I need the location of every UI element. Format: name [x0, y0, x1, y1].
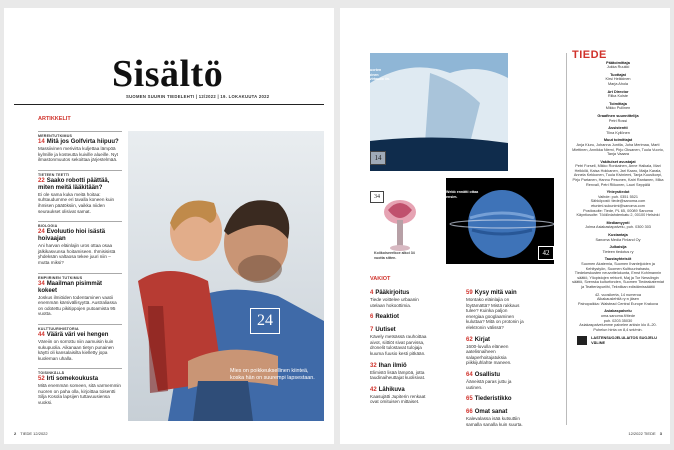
- column-divider: [566, 53, 567, 425]
- article-heading: [38, 376, 122, 383]
- masthead-role: Muut toimittajat: [603, 138, 633, 143]
- vakiot-item: [370, 314, 428, 321]
- masthead-role: Mediamyynti: [606, 220, 630, 225]
- vakiot-title: Tiederistikko: [474, 396, 512, 403]
- masthead-role: Vakituiset avustajat: [600, 159, 636, 164]
- masthead-block: [572, 61, 664, 70]
- vakiot-page-number: 65: [466, 396, 473, 403]
- vakiot-item: [466, 409, 524, 427]
- vakiot-column: [466, 290, 524, 433]
- vakiot-body: Kaasujätti Jupiterin renkaat ovat omituisen mittaiset.: [370, 393, 426, 405]
- vakiot-heading: [466, 396, 524, 403]
- vakiot-heading: [370, 314, 428, 321]
- vakiot-body: Elimistö lisää lämpöä, jotta taudinaiheuttajat kuolisivat.: [370, 369, 426, 381]
- vakiot-heading: [466, 337, 524, 344]
- vakiot-body: Ääneistä paras juttu ja uutinen.: [466, 378, 512, 390]
- masthead-block: [572, 233, 664, 242]
- article-body: Joskus ilmiöiden todentaminen vaatii enemmän kärsivällisyyttä. Australiassa on odotettu pikitippojen putoamista 95 vuotta.: [38, 294, 117, 317]
- article-page-number: 34: [38, 280, 45, 287]
- vakiot-body: Tiede voittelee urbaanin utelaan hokoottimia.: [370, 297, 419, 308]
- masthead-block: [572, 293, 664, 307]
- masthead-role: Päätoimittaja: [606, 60, 630, 65]
- vakiot-page-number: 59: [466, 290, 473, 296]
- article-heading: [38, 229, 122, 243]
- masthead-role: Taustayhteisöt: [604, 257, 632, 262]
- vakiot-heading: [370, 387, 428, 394]
- footer-right: [628, 431, 662, 436]
- vakiot-item: [466, 337, 524, 366]
- vakiot-title: Kirjat: [474, 336, 491, 343]
- masthead-role: Julkaisija: [609, 245, 627, 250]
- vakiot-title: Osallistu: [474, 371, 501, 378]
- masthead-names: 42. vuosikerta, 14 numeroa Aikakauslehtiä ry:n jäsen Painopaikka: Walstead Central Europe Krakova: [577, 292, 659, 306]
- jupiter-page-number: 42: [538, 246, 554, 260]
- vakiot-item: [466, 290, 524, 331]
- article-item: [38, 324, 122, 361]
- section-label-artikkelit: ARTIKKELIT: [38, 116, 71, 122]
- masthead-block: [572, 160, 664, 188]
- page-title: Sisältö: [112, 53, 224, 95]
- article-category: TOISINKÄLLÄ: [38, 368, 122, 375]
- pitch-drop-caption: Koiikoiseerikoe alkoi 34 vuotta sitten.: [374, 251, 415, 260]
- photo-page-number: 24: [250, 308, 280, 334]
- article-body: Ani harvan eläinlajin uros ottaa osaa jälkikasvunsa hoitamiseen. Ihmisisistä yhdeksän valtaosa tekee juuri niin – mutta miksi?: [38, 243, 116, 265]
- masthead: [572, 49, 664, 345]
- vakiot-page-number: 64: [466, 371, 473, 378]
- articles-list: [38, 131, 122, 413]
- vakiot-title: Reaktiot: [375, 314, 400, 321]
- masthead-names: Sanoma Media Finland Oy: [595, 237, 641, 242]
- vakiot-heading: [370, 290, 428, 297]
- article-heading: [38, 178, 122, 192]
- vakiot-title: Uutiset: [375, 327, 396, 334]
- vakiot-title: Pääkirjoitus: [375, 290, 410, 296]
- vakiot-body: 1600-luvulla eläneen aatelisnaiheen salaperhoitajatuksia piikkijuhlahte maneen.: [466, 343, 512, 366]
- vakiot-item: [370, 290, 428, 308]
- article-page-number: 14: [38, 139, 45, 145]
- masthead-names: Mikko Pullinen: [605, 106, 631, 111]
- article-heading: [38, 139, 122, 146]
- masthead-names: Petri Rossi: [608, 118, 628, 123]
- article-page-number: 52: [38, 376, 45, 383]
- article-body: Ei ole sama kuka meitä hoitaa: suhtaudumme eri tavalla koneen kuin ihmisen päätöksiin, vaikka niiden seuraukset olisivat samat.: [38, 191, 115, 214]
- logo-text: LASTENSUOJELULAITOS SUOJELU VÄLINE: [591, 336, 658, 345]
- masthead-names: Petri Forsell, Mikko Ronkainen, Anne Haikala, Mari Heikkilä, Kaisa Hokkanen, Jari Kaaro, Maija Karala, Annela Kekkonen, Tuula Kiviniemi, Tanja Kuusikorpi, Pirjo Partanen, Hannu Pesonen, Katri Rantanen, Mika Renvall, Petri Riikonen, Lauri Seppälä: [572, 164, 664, 187]
- masthead-names: Jolma Asiakastapalvelu, puh. 0300 303: [585, 225, 651, 230]
- masthead-block: [572, 73, 664, 87]
- article-heading: [38, 332, 122, 339]
- masthead-role: Toimittaja: [609, 101, 627, 106]
- masthead-names: oma.sanoma.fi/tiede puh. 0203 35030 Asiakaspalvelumme palvelee arkisin klo 8–20. Puhelun hinta on 8,4 snt/min.: [579, 313, 657, 332]
- footer-text: TIEDE 12/2022: [20, 431, 48, 436]
- vakiot-item: [466, 372, 524, 390]
- vakiot-body: Kalevalassa isää kutsuttiin samalla sanalla kuin suurta.: [466, 416, 523, 427]
- article-title: Väärä väri vei hengen: [46, 331, 109, 338]
- masthead-names: Suomen Akatemia, Suomen Ihanteijoiden ja Kehitystyön, Suomen Kulttuurirahasto, Tiedekeskusten neuvottelukunta, Ernst Kohlmannin säätiö, Yliopistojen rehtorit, Maj ja Tor Nesslingin säätiö, Svenska kulturfonden, Suomen Tiedeakatemiat ja Teatteriapuriihi, Tekniikan edistämissäätiö: [572, 261, 664, 289]
- tiede-logo: TIEDE: [572, 49, 607, 61]
- vakiot-body: Montako eläinlajia on löytämättä? Mistä rakkaus tulee? Kuinka paljon energiaa googlaaminen kuluttaa? Mitä on protonin ja elektronin välissä?: [466, 297, 524, 330]
- masthead-role: Art Director: [607, 89, 629, 94]
- masthead-role: Assistentti: [608, 126, 628, 131]
- masthead-block: [572, 245, 664, 254]
- cover-photo-father-and-son: [128, 131, 324, 421]
- vakiot-body: Kävely metsässä rauhoittaa aivot, siittiöt sivat parvissa, dronelit tulostavat tulojaja kuuma fuusio kesti pitkään.: [370, 334, 427, 356]
- jupiter-caption: Webb ennätti ottaa ensim.: [446, 190, 479, 199]
- article-body: Väreiin on sorrottu niin aamuisin kuin sukupuolia. Aikanaan tietyn punainen käytti oli kansalaisilta kielletty jopa kuoleman uhalla.: [38, 338, 114, 361]
- vakiot-item: [370, 387, 428, 405]
- vakiot-title: Kysy mitä vain: [474, 290, 517, 296]
- article-item: [38, 221, 122, 265]
- article-page-number: 22: [38, 177, 45, 184]
- footer-text: 12/2022 TIEDE: [628, 431, 656, 436]
- vakiot-item: [466, 396, 524, 403]
- masthead-role: Asiakaspalvelu: [604, 309, 632, 314]
- article-category: KULTTUURIHISTORIA: [38, 324, 122, 331]
- masthead-block: [572, 90, 664, 99]
- masthead-block: [572, 114, 664, 123]
- iceberg-caption: Jäävuorten valkoinen merivirtaudo iin.: [362, 68, 390, 81]
- masthead-block: [572, 257, 664, 289]
- page-number: 2: [14, 431, 17, 436]
- vakiot-heading: [466, 409, 524, 416]
- masthead-names: Jukka Ruukki: [606, 65, 630, 70]
- vakiot-heading: [466, 372, 524, 379]
- masthead-block: [572, 309, 664, 332]
- article-category: MERENTUTKIMUS: [38, 131, 122, 138]
- masthead-names: Tiina Kyllönen: [606, 130, 630, 135]
- vakiot-column: [370, 290, 428, 411]
- masthead-block: [572, 190, 664, 218]
- vakiot-page-number: 4: [370, 290, 374, 296]
- photo-caption: Mies on poikkeuksellinen kiinteä, koska hän on suurempi lapsestaan.: [230, 368, 315, 381]
- article-title: Maailman pisimmät kokeet: [38, 280, 103, 294]
- masthead-block: [572, 126, 664, 135]
- vakiot-heading: [466, 290, 524, 297]
- masthead-names: Kirsi Heikkinen Marja Ahola: [605, 77, 631, 86]
- pitch-drop-page-number: 34: [370, 191, 384, 203]
- article-title: Irti somekoukusta: [46, 376, 99, 383]
- article-item: [38, 170, 122, 214]
- vakiot-item: [370, 363, 428, 381]
- article-page-number: 24: [38, 229, 45, 236]
- article-item: [38, 273, 122, 317]
- vakiot-title: Ihan ilmiö: [378, 362, 407, 369]
- article-page-number: 44: [38, 331, 45, 338]
- article-category: TIETEEN TEETTI: [38, 170, 122, 177]
- vakiot-page-number: 7: [370, 327, 374, 334]
- masthead-role: Yhteystiedot: [606, 190, 630, 195]
- masthead-names: Vaihde: puh. 0351 5521 Sähköposti: tiede@sanoma.com etunimi.sukunimi@sanoma.com Postiosoite: Tiede, PL 65, 00089 Sanoma Käyntiosoite: Töölönlahdenkatu 2, 00100 Helsinki: [576, 194, 660, 218]
- footer-left: [14, 431, 48, 436]
- issue-line: SUOMEN SUURIN TIEDELEHTI | 12/2022 | 19. LOKAKUUTA 2022: [126, 94, 270, 99]
- article-heading: [38, 281, 122, 295]
- vakiot-page-number: 32: [370, 362, 377, 369]
- article-title: Saako robotti päättää, miten meitä lääkitään?: [38, 177, 110, 191]
- article-body: Mitä enemmän someen, sitä varmemmin nuoren on paha olla, kirjoittaa toisentti Silja Kosola lapsijen tuttavuusiensa vuoksi.: [38, 383, 121, 406]
- iceberg-page-number: 14: [370, 151, 386, 165]
- vakiot-heading: [370, 327, 428, 334]
- right-page: [340, 8, 670, 444]
- vakiot-page-number: 66: [466, 409, 473, 416]
- article-category: EMPIIRINEN TUTKIMUS: [38, 273, 122, 280]
- masthead-names: Anja Kiuru, Johanna Juntila, Juha Merimaa, Marti Miettinen, Annikka Niemi, Pirjo Oksanen, Tuula Vuorio, Tanja Vaaara: [572, 142, 664, 157]
- masthead-role: Kustantaja: [608, 233, 628, 237]
- masthead-role: Graafinen suunnittelija: [597, 113, 639, 118]
- article-body: Massiivinen merivirta kuljettaa lämpöä kylmille ja kosteutta kuiville alueille. Nyt ilmastonmuutos sekoittaa järjestelmää.: [38, 146, 118, 163]
- divider: [14, 104, 324, 105]
- vakiot-item: [370, 327, 428, 356]
- article-item: [38, 368, 122, 405]
- vakiot-page-number: 42: [370, 386, 377, 393]
- page-number: 3: [659, 431, 662, 436]
- vakiot-heading: [370, 363, 428, 370]
- article-title: Evoluutio hioi isästä hoivaajan: [38, 229, 106, 243]
- masthead-names: Tieteen tiedotus ry: [602, 249, 634, 254]
- article-title: Mitä jos Golfvirta hiipuu?: [46, 139, 119, 145]
- lastensuojelu-logo: [577, 336, 659, 345]
- masthead-role: Tuottajat: [610, 72, 626, 77]
- article-category: BIOLOGIA: [38, 221, 122, 228]
- masthead-block: [572, 102, 664, 111]
- logo-mark: [577, 336, 587, 345]
- vakiot-title: Lähikuva: [378, 386, 405, 393]
- vakiot-page-number: 62: [466, 336, 473, 343]
- masthead-names: Riika Kolste: [607, 94, 629, 99]
- vakiot-title: Omat sanat: [474, 409, 508, 416]
- masthead-block: [572, 138, 664, 156]
- section-label-vakiot: VAKIOT: [370, 276, 391, 282]
- article-item: [38, 131, 122, 163]
- left-page: [4, 8, 334, 444]
- masthead-block: [572, 221, 664, 230]
- vakiot-page-number: 6: [370, 314, 374, 321]
